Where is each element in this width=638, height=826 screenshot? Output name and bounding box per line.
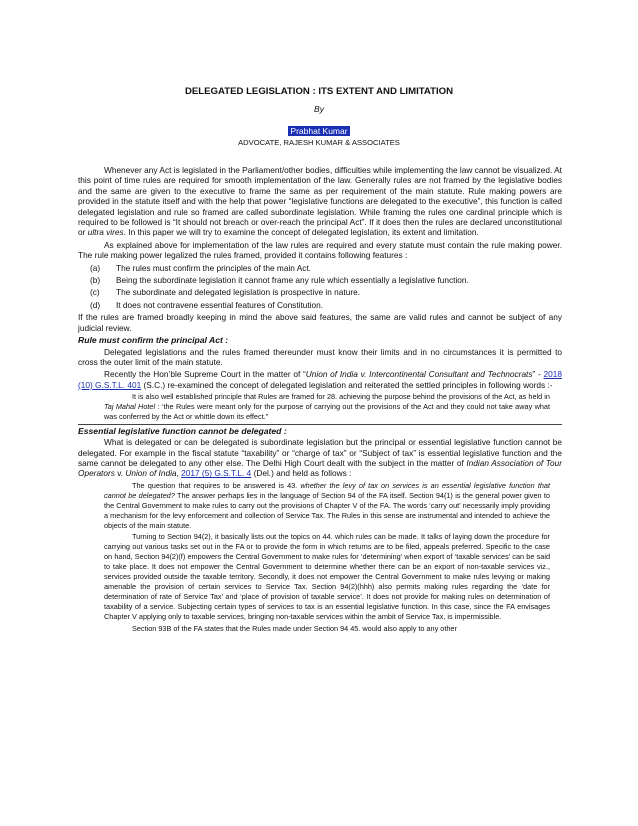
- quoted-question: whether the levy of tax on services is an essential legislative function that cannot be delegated?: [104, 480, 550, 500]
- byline: By: [314, 104, 324, 114]
- intro-paragraph: Whenever any Act is legislated in the Parliament/other bodies, difficulties while implementing the law cannot be visualized. At this point of time rules are required for smooth implementation of the law. Generally rules are not framed by the legislative bodies and the same are given to the executive to frame the same as per requirement of the main statute. Rule making powers are provided in the statute itself and with the help that power “legislative functions are delegated to the executive”, this function is called delegated legislation and rule so framed are called subordinate legislation. While framing the rules one cardinal principle which is required to be followed is “It should not breach or over-reach the principal Act”. If it does then the rules are declared unconstitutional or ultra vires. In this paper we will try to examine the concept of delegated legislation, its extent and limitation.: [78, 165, 562, 238]
- quote-paragraph: Section 93B of the FA states that the Rules made under Section 94 45. would also apply to any other: [132, 623, 457, 633]
- validity-paragraph: If the rules are framed broadly keeping in mind the above said features, the same are valid rules and cannot be subject of any judicial review.: [78, 312, 562, 333]
- supreme-court-paragraph: Recently the Hon’ble Supreme Court in the matter of “Union of India v. Intercontinental Consultant and Technocrats” - 2018 (10) G.S.T.L. 401 (S.C.) re-examined the concept of delegated legislation and reiterated the settled principles in following words :-: [78, 369, 562, 390]
- delegation-paragraph: What is delegated or can be delegated is subordinate legislation but the principal or essential legislative function cannot be delegated. For example in the fiscal statute “taxability” or “charge of tax” or “Subject of tax” is essential legislative function and the same cannot be delegated to any other else. The Delhi High Court dealt with the subject in the matter of Indian Association of Tour Operators v. Union of India, 2017 (5) G.S.T.L. 4 (Del.) and held as follows :: [78, 437, 562, 479]
- list-item: (c) The subordinate and delegated legislation is prospective in nature.: [90, 287, 360, 298]
- list-item: (b) Being the subordinate legislation it cannot frame any rule which essentially a legislative function.: [90, 275, 469, 286]
- features-paragraph: As explained above for implementation of the law rules are required and every statute must contain the rule making power. The rule making power legalized the rules framed, provided it contains following features :: [78, 239, 562, 261]
- author-name: [0, 121, 638, 139]
- features-list: [78, 263, 562, 311]
- case-name: Union of India v. Intercontinental Consultant and Technocrats: [305, 369, 533, 380]
- citation-link[interactable]: 2017 (5) G.S.T.L. 4: [181, 468, 252, 479]
- case-party: Union of India: [125, 468, 177, 479]
- quote-paragraph: Turning to Section 94(2), it basically lists out the topics on 44. which rules can be made. It talks of laying down the procedure for carrying out various tasks set out in the FA or to provide the form in which returns are to be filed, appeals preferred. Specific to the case on hand, Section 94(2)(f) empowers the Central Government to make rules for ‘determining’ when export of ‘taxable services’ can be said to take place. It does not empower the Central Government to determine whether there can be an export of non-taxable services viz., services provided outside the taxable territory. Secondly, it does not empower the Central Government to make rules levying or making amenable the provision of certain services to Service Tax. Section 94(2)(hhh) also permits making rules regarding the ‘date for determination of rate of Service Tax’ and ‘place of provision of taxable service’. It does not provide for making rules on determination of taxability of a service. Subjecting certain types of services to tax is an essential legislative function. In this case, since the FA envisages Chapter V applying only to taxable services, bringing non-taxable services within the ambit of Service Tax, is impermissible.: [104, 532, 550, 621]
- divider: [78, 424, 562, 425]
- case-name: Taj Mahal Hotel: [104, 402, 156, 412]
- author-highlight: Prabhat Kumar: [290, 126, 348, 136]
- list-item: (d) It does not contravene essential features of Constitution.: [90, 299, 324, 310]
- document-title: DELEGATED LEGISLATION : ITS EXTENT AND LIMITATION: [184, 86, 454, 97]
- section-heading-principal-act: Rule must confirm the principal Act :: [78, 335, 229, 346]
- section-heading-essential-function: Essential legislative function cannot be delegated :: [78, 425, 287, 436]
- document-body: [78, 165, 562, 635]
- limits-paragraph: Delegated legislations and the rules framed thereunder must know their limits and in no circumstances it is permitted to cross the outer limit of the main statute.: [78, 346, 562, 367]
- case-name: Indian Association of Tour Operators: [78, 458, 562, 479]
- block-quote: The question that requires to be answered is 43. whether the levy of tax on services is an essential legislative function that cannot be delegated? The answer perhaps lies in the language of Section 94 of the FA itself. Section 94(1) is the general power given to the Central Government to make rules to carry out the provisions of Chapter V of the FA. The words ‘carry out’ necessarily imply providing a mechanism for the levy enforcement and collection of Service Tax. The Rules in this sense are instrumental and intended to achieve the objects of the main statute. Turning to Section 94(2), it basically lists out the topics on 44. which rules can be made. It talks of laying down the procedure for carrying out various tasks set out in the FA or to provide the form in which returns are to be filed, appeals preferred. Specific to the case on hand, Section 94(2)(f) empowers the Central Government to make rules for ‘determining’ when export of ‘taxable services’ can be said to take place. It does not empower the Central Government to determine whether there can be an export of non-taxable services viz., services provided outside the taxable territory. Secondly, it does not empower the Central Government to make rules levying or making amenable the provision of certain services to Service Tax. Section 94(2)(hhh) also permits making rules regarding the ‘date for determination of rate of Service Tax’ and ‘place of provision of taxable service’. It does not provide for making rules on determination of taxability of a service. Subjecting certain types of services to tax is an essential legislative function. In this case, since the FA envisages Chapter V applying only to taxable services, bringing non-taxable services within the ambit of Service Tax, is impermissible. Section 93B of the FA states that the Rules made under Section 94 45. would also apply to any other: [104, 480, 550, 633]
- list-item: (a) The rules must confirm the principles of the main Act.: [90, 262, 312, 273]
- author-affiliation: ADVOCATE, RAJESH KUMAR & ASSOCIATES: [238, 138, 400, 147]
- citation-link[interactable]: 2018 (10) G.S.T.L. 401: [78, 369, 562, 390]
- ultra-vires-term: ultra vires: [87, 227, 124, 238]
- block-quote: It is also well established principle that Rules are framed for 28. achieving the purpose behind the provisions of the Act, as held in Taj Mahal Hotel : ‘the Rules were meant only for the purpose of carrying out the provisions of the Act and they could not take away what was conferred by the Act or whittle down its effect.”: [104, 392, 550, 421]
